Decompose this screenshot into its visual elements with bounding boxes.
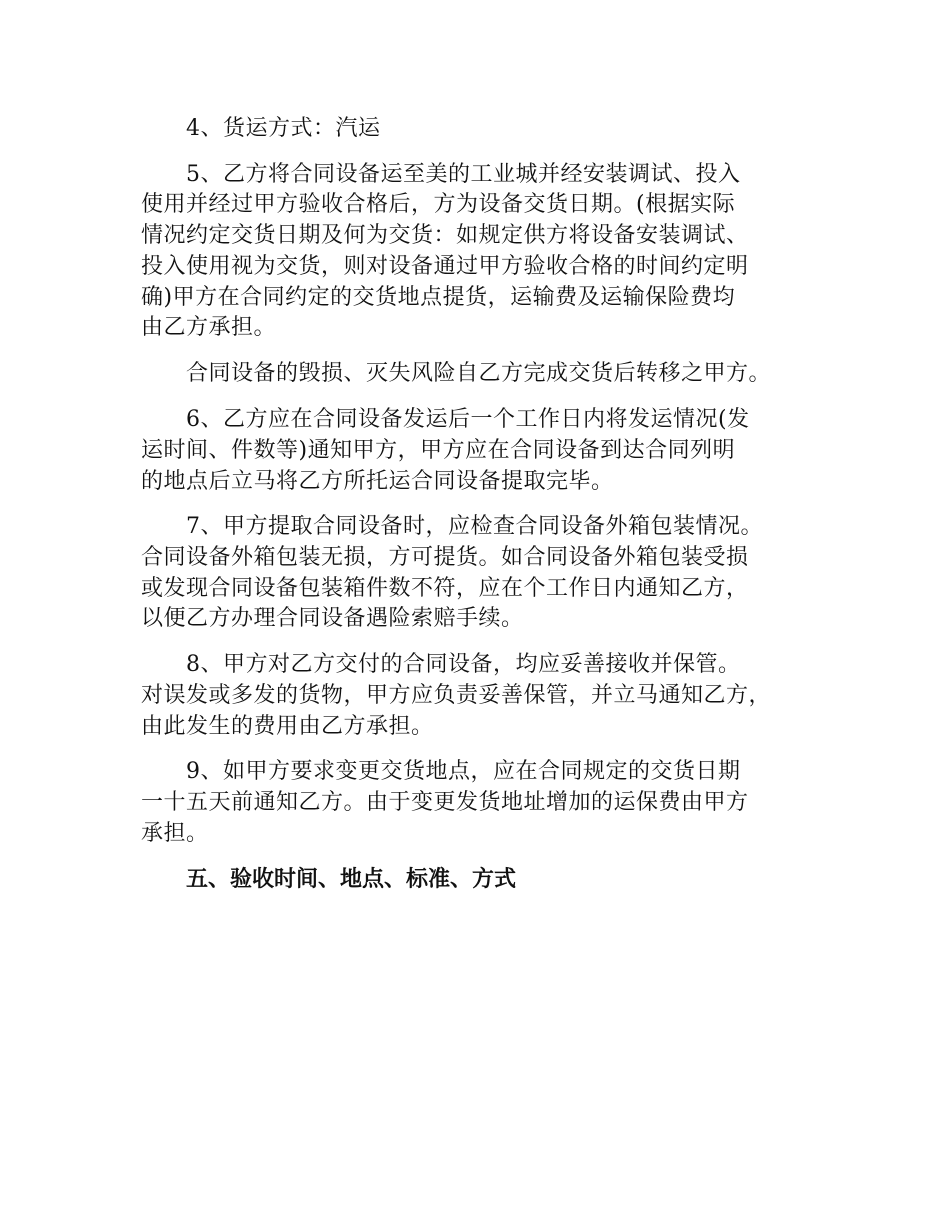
paragraph-risk-line-1: 合同设备的毁损、灭失风险自乙方完成交货后转移之甲方。 (186, 361, 772, 386)
paragraph-5-line-1: 5、乙方将合同设备运至美的工业城并经安装调试、投入 (186, 162, 741, 187)
section-heading: 五、验收时间、地点、标准、方式 (186, 867, 517, 892)
paragraph-9-line-1: 9、如甲方要求变更交货地点，应在合同规定的交货日期 (186, 759, 741, 784)
paragraph-8-line-3: 由此发生的费用由乙方承担。 (141, 714, 434, 739)
paragraph-5-line-6: 由乙方承担。 (141, 315, 277, 340)
paragraph-5-line-2: 使用并经过甲方验收合格后，方为设备交货日期。(根据实际 (141, 192, 736, 217)
paragraph-6-line-1: 6、乙方应在合同设备发运后一个工作日内将发运情况(发 (186, 407, 750, 432)
paragraph-9-line-3: 承担。 (141, 821, 209, 846)
paragraph-7-line-4: 以便乙方办理合同设备遇险索赔手续。 (141, 606, 524, 631)
paragraph-8-line-2: 对误发或多发的货物，甲方应负责妥善保管，并立马通知乙方， (141, 683, 772, 708)
paragraph-9-line-2: 一十五天前通知乙方。由于变更发货地址增加的运保费由甲方 (141, 790, 749, 815)
paragraph-6-line-2: 运时间、件数等)通知甲方，甲方应在合同设备到达合同列明 (141, 438, 736, 463)
paragraph-7-line-2: 合同设备外箱包装无损，方可提货。如合同设备外箱包装受损 (141, 545, 749, 570)
paragraph-5-line-4: 投入使用视为交货，则对设备通过甲方验收合格的时间约定明 (141, 254, 749, 279)
paragraph-4-line-1: 4、货运方式：汽运 (186, 116, 381, 141)
paragraph-8-line-1: 8、甲方对乙方交付的合同设备，均应妥善接收并保管。 (186, 652, 741, 677)
paragraph-6-line-3: 的地点后立马将乙方所托运合同设备提取完毕。 (141, 469, 614, 494)
paragraph-5-line-3: 情况约定交货日期及何为交货：如规定供方将设备安装调试、 (141, 223, 749, 248)
paragraph-5-line-5: 确)甲方在合同约定的交货地点提货，运输费及运输保险费均 (141, 285, 736, 310)
paragraph-7-line-3: 或发现合同设备包装箱件数不符，应在个工作日内通知乙方， (141, 576, 749, 601)
paragraph-7-line-1: 7、甲方提取合同设备时，应检查合同设备外箱包装情况。 (186, 514, 763, 539)
